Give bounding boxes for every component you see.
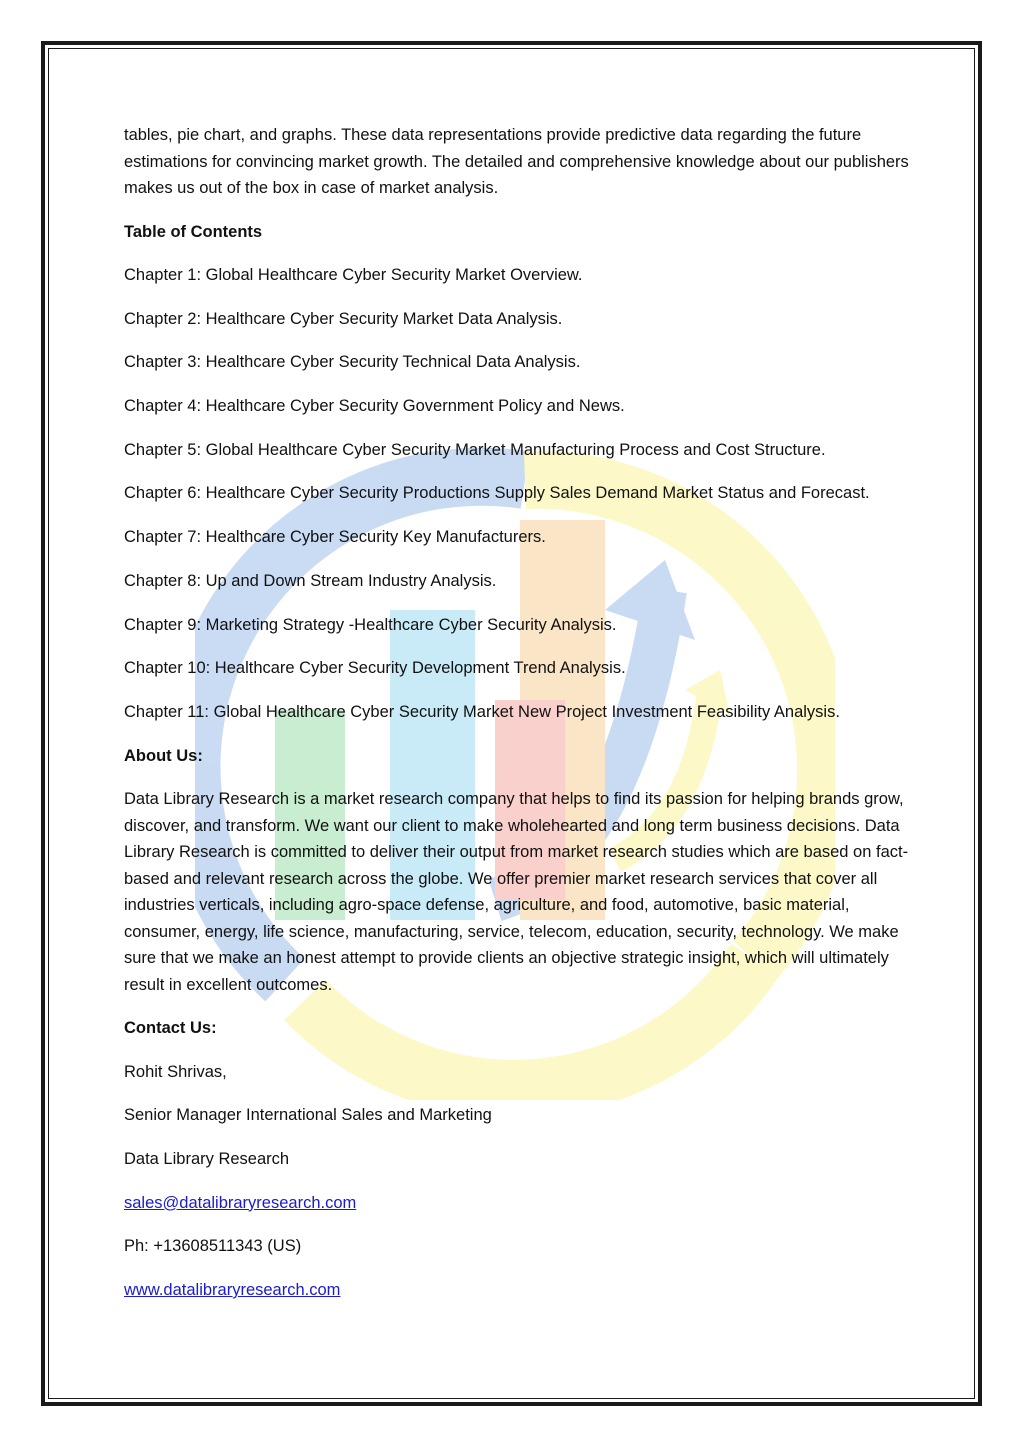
about-paragraph: Data Library Research is a market research company that helps to find its passion for helping brands grow, discover, and transform. We want our client to make wholehearted and long term business decisions. Data Library Research is committed to deliver their output from market research studies which are based on fact-based and relevant research across the globe. We offer premier market research services that cover all industries verticals, including agro-space defense, agriculture, and food, automotive, basic material, consumer, energy, life science, manufacturing, service, telecom, education, security, technology. We make sure that we make an honest attempt to provide clients an objective strategic insight, which will ultimately result in excellent outcomes. — [124, 790, 909, 994]
toc-chapter-9: Chapter 9: Marketing Strategy -Healthcare Cyber Security Analysis. — [124, 615, 617, 634]
toc-chapter-5: Chapter 5: Global Healthcare Cyber Security Market Manufacturing Process and Cost Structure. — [124, 440, 826, 459]
toc-chapter-2: Chapter 2: Healthcare Cyber Security Market Data Analysis. — [124, 309, 563, 328]
toc-heading: Table of Contents — [124, 222, 263, 241]
contact-email-link[interactable]: sales@datalibraryresearch.com — [124, 1193, 357, 1212]
toc-chapter-6: Chapter 6: Healthcare Cyber Security Productions Supply Sales Demand Market Status and Forecast. — [124, 484, 870, 503]
contact-heading: Contact Us: — [124, 1019, 217, 1038]
document-body — [124, 122, 914, 1321]
about-heading: About Us: — [124, 746, 203, 765]
toc-chapter-11: Chapter 11: Global Healthcare Cyber Security Market New Project Investment Feasibility Analysis. — [124, 702, 840, 721]
contact-company: Data Library Research — [124, 1149, 290, 1168]
contact-phone: Ph: +13608511343 (US) — [124, 1237, 302, 1256]
toc-chapter-1: Chapter 1: Global Healthcare Cyber Security Market Overview. — [124, 266, 583, 284]
contact-title: Senior Manager International Sales and Marketing — [124, 1106, 492, 1125]
website-link[interactable]: www.datalibraryresearch.com — [124, 1281, 341, 1299]
contact-name: Rohit Shrivas, — [124, 1062, 227, 1081]
intro-paragraph: tables, pie chart, and graphs. These data representations provide predictive data regarding the future estimations for convincing market growth. The detailed and comprehensive knowledge about our publishers makes us out of the box in case of market analysis. — [124, 126, 909, 197]
toc-chapter-7: Chapter 7: Healthcare Cyber Security Key Manufacturers. — [124, 528, 546, 547]
toc-chapter-10: Chapter 10: Healthcare Cyber Security Development Trend Analysis. — [124, 659, 626, 678]
toc-chapter-4: Chapter 4: Healthcare Cyber Security Government Policy and News. — [124, 397, 625, 416]
toc-chapter-8: Chapter 8: Up and Down Stream Industry Analysis. — [124, 571, 497, 590]
toc-chapter-3: Chapter 3: Healthcare Cyber Security Technical Data Analysis. — [124, 353, 581, 372]
